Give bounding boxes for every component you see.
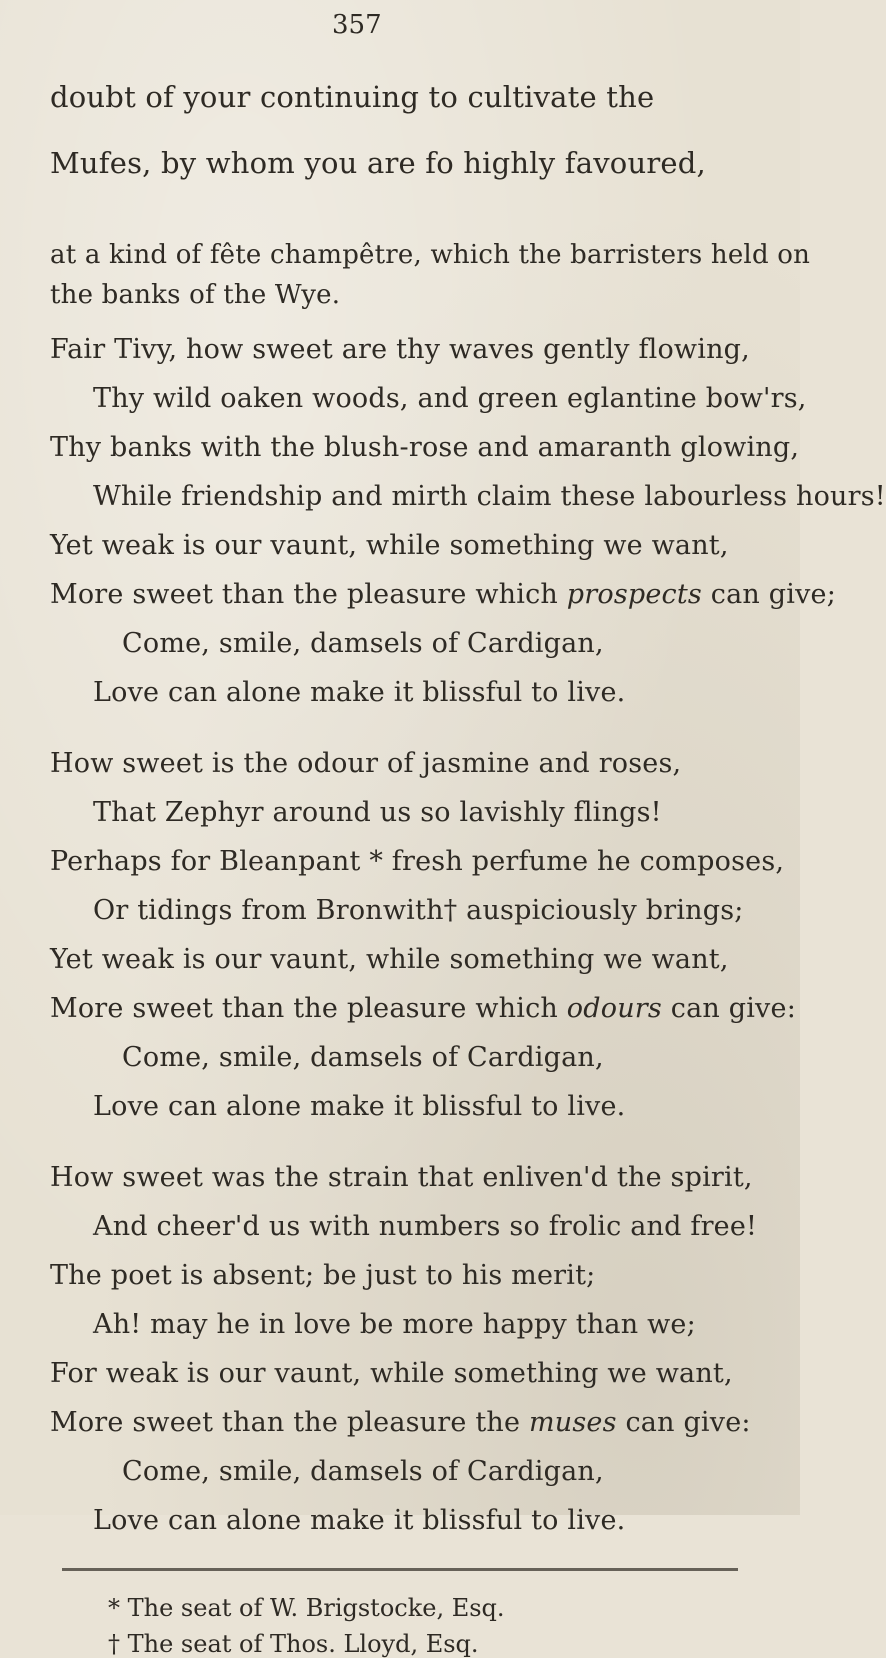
verse-line: Ah! may he in love be more happy than we; — [93, 1309, 696, 1340]
verse-line: Yet weak is our vaunt, while something we want, — [50, 944, 729, 975]
verse-text: More sweet than the pleasure which — [50, 579, 558, 610]
footnote-rule — [62, 1568, 738, 1571]
footnote: * The seat of W. Brigstocke, Esq. — [108, 1594, 505, 1622]
verse-line: Love can alone make it blissful to live. — [93, 1505, 626, 1536]
verse-line: Come, smile, damsels of Cardigan, — [122, 1456, 604, 1487]
verse-line: That Zephyr around us so lavishly flings! — [93, 797, 662, 828]
verse-text: More sweet than the pleasure the — [50, 1407, 521, 1438]
verse-line: Fair Tivy, how sweet are thy waves gently flowing, — [50, 334, 750, 365]
verse-line: For weak is our vaunt, while something we want, — [50, 1358, 733, 1389]
verse-line: Love can alone make it blissful to live. — [93, 1091, 626, 1122]
verse-line: How sweet is the odour of jasmine and roses, — [50, 748, 682, 779]
verse-line: And cheer'd us with numbers so frolic and free! — [93, 1211, 758, 1242]
verse-line: Come, smile, damsels of Cardigan, — [122, 1042, 604, 1073]
verse-line — [50, 993, 796, 1024]
intro-line: at a kind of fête champêtre, which the barristers held on — [50, 240, 811, 270]
verse-line: How sweet was the strain that enliven'd the spirit, — [50, 1162, 753, 1193]
verse-line — [50, 1407, 751, 1438]
intro-line: the banks of the Wye. — [50, 280, 341, 310]
verse-text: can give: — [625, 1407, 751, 1438]
verse-line: Thy banks with the blush-rose and amaranth glowing, — [50, 432, 800, 463]
verse-text: can give: — [670, 993, 796, 1024]
intro-line: Mufes, by whom you are fo highly favoured, — [50, 146, 706, 180]
page-number: 357 — [332, 10, 382, 40]
verse-line: Come, smile, damsels of Cardigan, — [122, 628, 604, 659]
verse-line: Yet weak is our vaunt, while something we want, — [50, 530, 729, 561]
verse-line: Love can alone make it blissful to live. — [93, 677, 626, 708]
verse-line: Or tidings from Bronwith† auspiciously brings; — [93, 895, 744, 926]
verse-italic-word: prospects — [566, 579, 702, 610]
intro-line: doubt of your continuing to cultivate the — [50, 80, 655, 114]
verse-text: can give; — [710, 579, 837, 610]
verse-italic-word: muses — [528, 1407, 617, 1438]
verse-line — [50, 579, 836, 610]
verse-text: More sweet than the pleasure which — [50, 993, 558, 1024]
verse-line: While friendship and mirth claim these labourless hours! — [93, 481, 886, 512]
verse-line: Perhaps for Bleanpant * fresh perfume he composes, — [50, 846, 785, 877]
verse-line: Thy wild oaken woods, and green eglantine bow'rs, — [93, 383, 807, 414]
footnote: † The seat of Thos. Lloyd, Esq. — [108, 1630, 479, 1658]
verse-line: The poet is absent; be just to his merit; — [50, 1260, 596, 1291]
verse-italic-word: odours — [566, 993, 662, 1024]
